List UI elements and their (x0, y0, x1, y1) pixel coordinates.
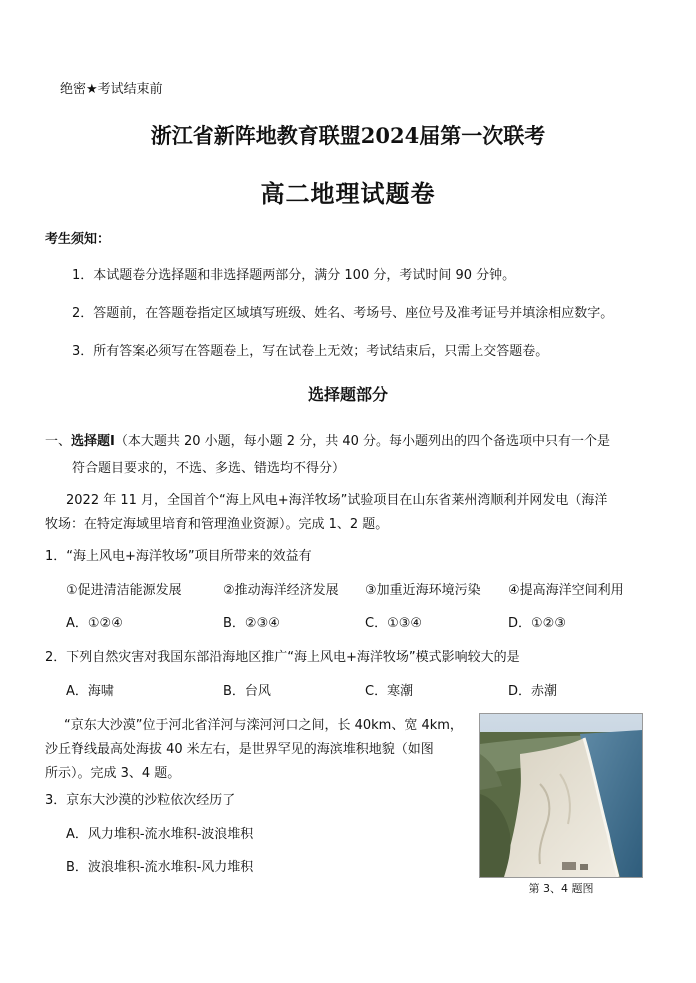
photo-caption: 第 3、4 题图 (528, 882, 594, 895)
part-description: （本大题共 20 小题，每小题 2 分，共 40 分。每小题列出的四个备选项中只有一个是 (114, 434, 611, 449)
paper-subtitle: 高二地理试题卷 (260, 179, 436, 208)
part-title: 选择题Ⅰ (71, 434, 115, 449)
question-3-stem: 3．京东大沙漠的沙粒依次经历了 (45, 793, 236, 808)
q1-statement-2: ②推动海洋经济发展 (223, 583, 339, 598)
q2-option-c: C．寒潮 (365, 684, 414, 699)
q3-option-b: B．波浪堆积-流水堆积-风力堆积 (66, 860, 254, 875)
material-1-line-2: 牧场：在特定海域里培育和管理渔业资源）。完成 1、2 题。 (45, 517, 389, 532)
q1-statement-1: ①促进清洁能源发展 (66, 583, 182, 598)
q1-statement-4: ④提高海洋空间利用 (508, 583, 624, 598)
section-heading: 选择题部分 (307, 385, 388, 404)
notice-item-3: 3．所有答案必须写在答题卷上，写在试卷上无效；考试结束后，只需上交答题卷。 (72, 344, 549, 359)
notice-heading: 考生须知： (45, 232, 111, 247)
notice-item-2: 2．答题前，在答题卷指定区域填写班级、姓名、考场号、座位号及准考证号并填涂相应数字。 (72, 306, 614, 321)
part-heading (45, 430, 610, 449)
question-2-stem: 2．下列自然灾害对我国东部沿海地区推广“海上风电+海洋牧场”模式影响较大的是 (45, 650, 520, 665)
material-2-line-1: “京东大沙漠”位于河北省洋河与滦河河口之间，长 40km、宽 4km， (64, 718, 463, 733)
q1-statement-3: ③加重近海环境污染 (365, 583, 481, 598)
q1-option-a: A．①②④ (66, 616, 123, 631)
material-2-line-3: 所示）。完成 3、4 题。 (45, 766, 181, 781)
part-description-cont: 符合题目要求的，不选、多选、错选均不得分） (72, 461, 346, 476)
material-1-line-1: 2022 年 11 月，全国首个“海上风电+海洋牧场”试验项目在山东省莱州湾顺利并网发电（海洋 (66, 493, 608, 508)
q1-option-c: C．①③④ (365, 616, 423, 631)
coastal-dune-photo-icon (479, 713, 643, 878)
q3-option-a: A．风力堆积-流水堆积-波浪堆积 (66, 827, 254, 842)
notice-item-1: 1．本试题卷分选择题和非选择题两部分，满分 100 分，考试时间 90 分钟。 (72, 268, 516, 283)
confidential-label: 绝密★考试结束前 (60, 82, 163, 97)
q2-option-b: B．台风 (223, 684, 271, 699)
q2-option-a: A．海啸 (66, 684, 114, 699)
exam-title: 浙江省新阵地教育联盟2024届第一次联考 (150, 123, 546, 148)
question-1-stem: 1．“海上风电+海洋牧场”项目所带来的效益有 (45, 549, 312, 564)
material-2-line-2: 沙丘脊线最高处海拔 40 米左右，是世界罕见的海滨堆积地貌（如图 (45, 742, 434, 757)
part-prefix: 一、 (45, 434, 72, 449)
q1-option-b: B．②③④ (223, 616, 280, 631)
q2-option-d: D．赤潮 (508, 684, 558, 699)
q1-option-d: D．①②③ (508, 616, 566, 631)
